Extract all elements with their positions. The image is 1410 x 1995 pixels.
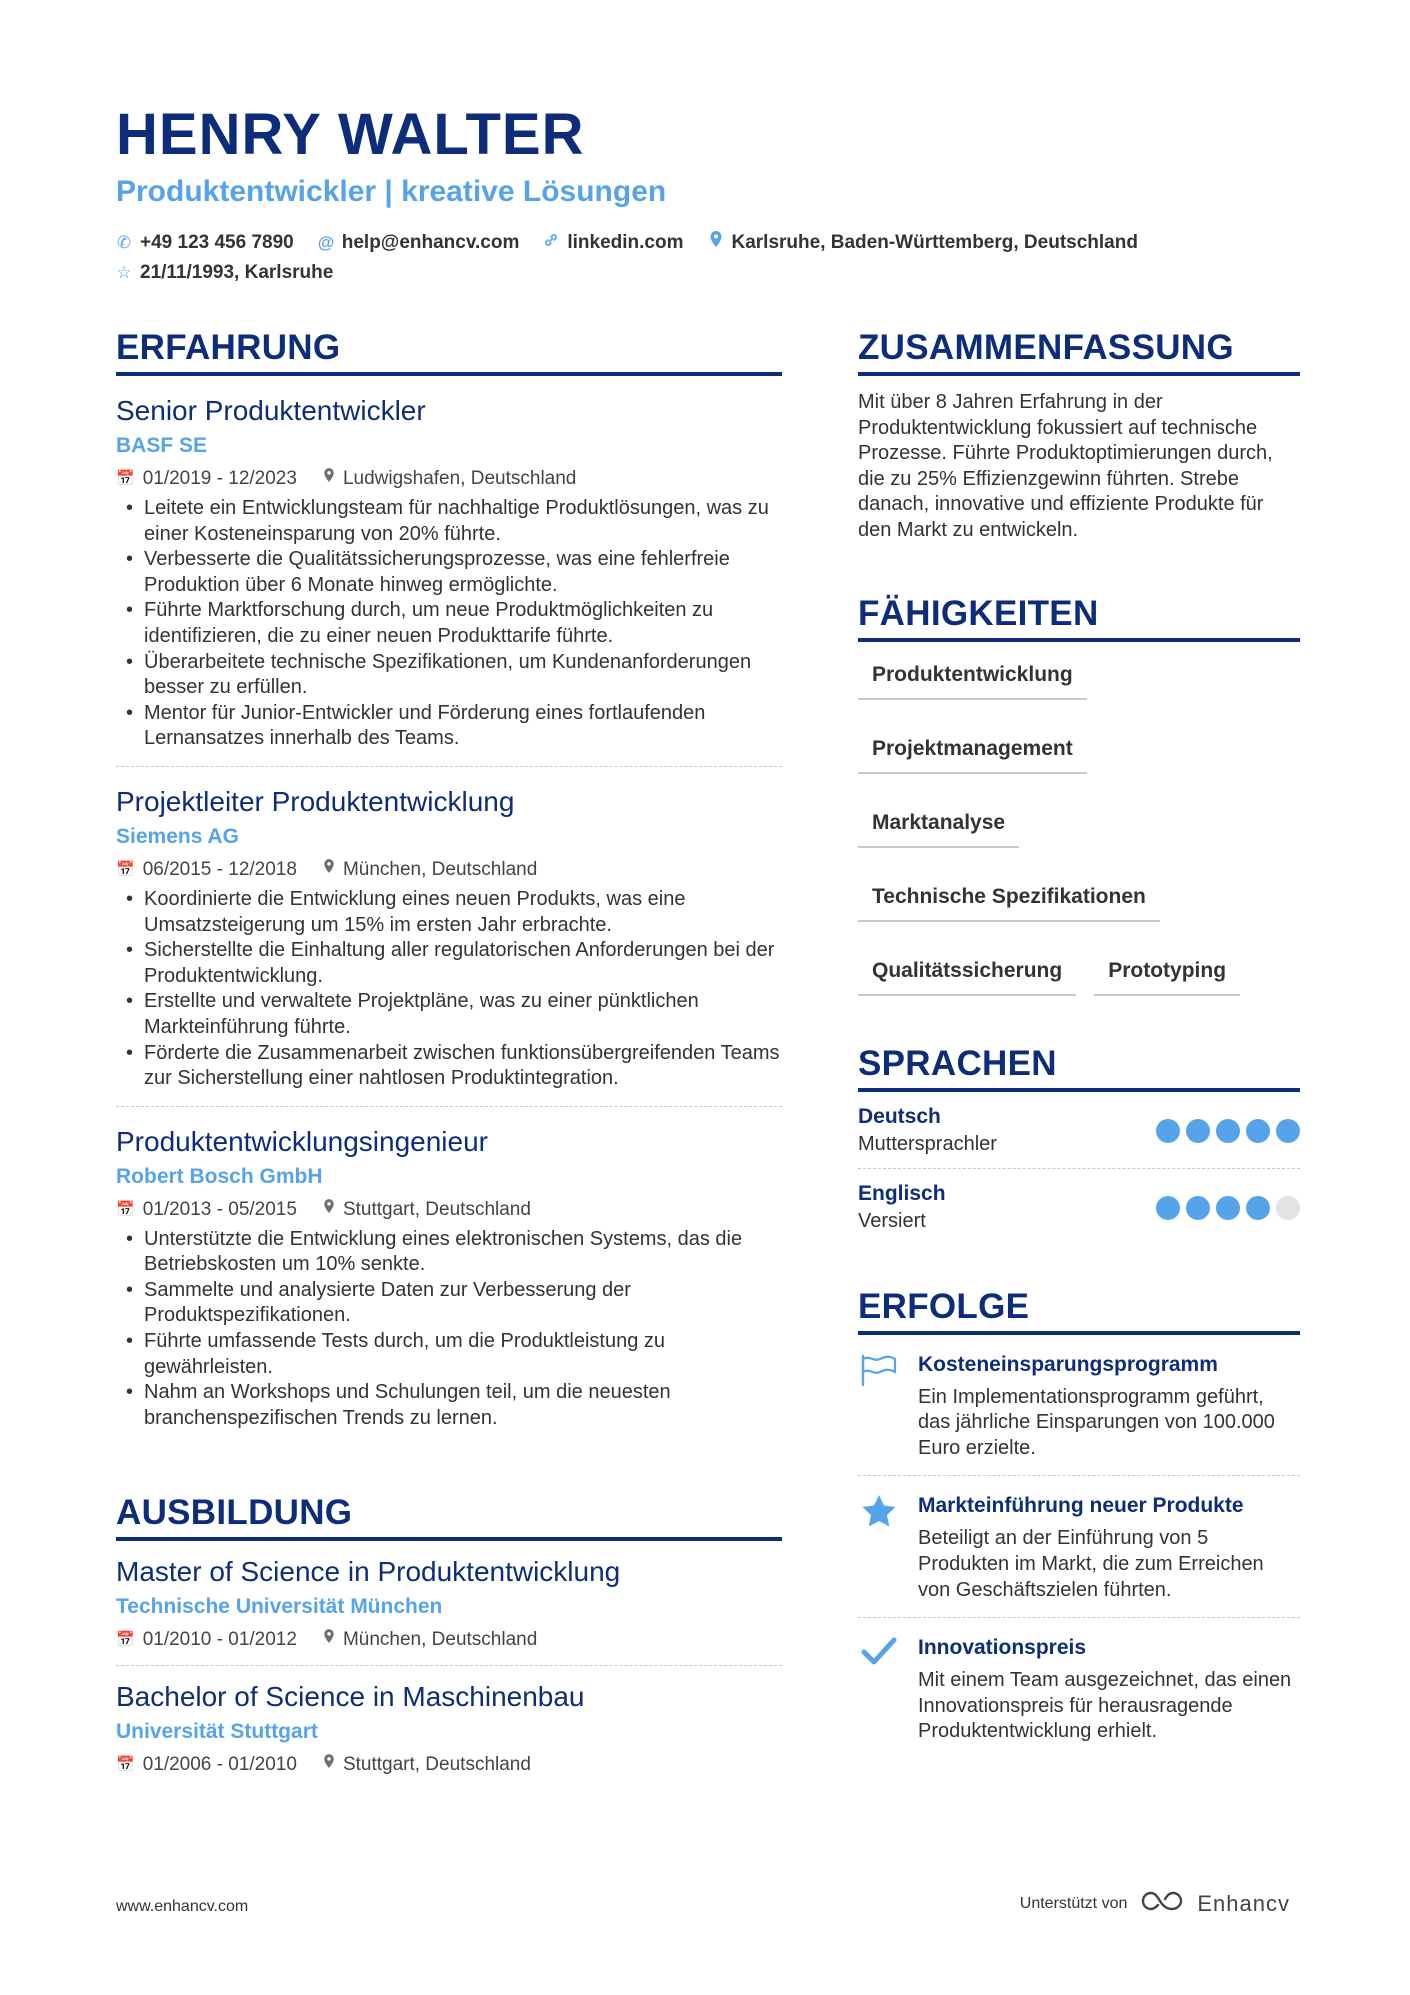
right-column [858,326,1300,1759]
job-company: Siemens AG [116,824,239,848]
candidate-headline: Produktentwickler | kreative Lösungen [116,175,667,208]
experience-entry [116,767,782,1107]
experience-section [116,326,782,1445]
achievement-entry [858,1476,1300,1618]
education-location [323,1750,531,1780]
achievement-entry [858,1335,1300,1477]
education-entry [116,1666,782,1790]
section-title-education: AUSBILDUNG [116,1493,353,1533]
contact-location [708,228,1138,258]
rating-dot-filled [1216,1196,1240,1220]
location-text: München, Deutschland [342,858,538,880]
bullet-item: • Sammelte und analysierte Daten zur Verbesserung der Produktspezifikationen. [116,1278,782,1329]
left-column [116,326,782,1790]
school-name: Universität Stuttgart [116,1720,318,1744]
link-icon [543,228,559,258]
contact-info [116,228,1316,288]
degree-title: Bachelor of Science in Maschinenbau [116,1681,585,1713]
job-bullets [116,1227,782,1432]
enhancv-logo-icon [1139,1888,1185,1919]
experience-entry [116,1107,782,1446]
achievements-section [858,1285,1300,1759]
education-dates [116,1625,297,1655]
language-entry [858,1092,1300,1169]
bullet-item: • Erstellte und verwaltete Projektpläne, was zu einer pünktlichen Markteinführung führte. [116,989,782,1040]
rating-dot-filled [1186,1196,1210,1220]
dates-text: 01/2010 - 01/2012 [142,1629,297,1651]
job-location [323,855,537,885]
section-title-achievements: ERFOLGE [858,1286,1030,1326]
section-title-languages: SPRACHEN [858,1043,1057,1083]
calendar-icon: 📅 [116,1200,135,1218]
experience-entry [116,376,782,767]
job-company: BASF SE [116,434,208,457]
candidate-name: HENRY WALTER [116,102,585,167]
location-pin-icon [323,855,335,885]
job-meta [116,855,782,885]
achievement-description: Ein Implementationsprogramm geführt, das jährliche Einsparungen von 100.000 Euro erzielte. [918,1385,1275,1459]
birth-text: 21/11/1993, Karlsruhe [140,262,334,283]
language-entry [858,1169,1300,1245]
achievement-title: Kosteneinsparungsprogramm [918,1352,1218,1376]
skill-tag: Qualitätssicherung [858,950,1076,996]
at-icon: @ [317,233,335,252]
footer-website[interactable]: www.enhancv.com [116,1898,249,1915]
job-bullets [116,887,782,1092]
languages-section [858,1042,1300,1245]
bullet-item: • Führte Marktforschung durch, um neue Produktmöglichkeiten zu identifizieren, die zu einer neuen Produkttarife führte. [116,598,782,649]
achievement-entry [858,1618,1300,1759]
calendar-icon: 📅 [116,860,135,878]
education-location [323,1625,537,1655]
rating-dot-filled [1156,1196,1180,1220]
achievement-description: Beteiligt an der Einführung von 5 Produkten im Markt, die zum Erreichen von Geschäftszielen führten. [918,1527,1264,1601]
rating-dot-filled [1186,1119,1210,1143]
language-name: Deutsch [858,1104,941,1128]
education-meta [116,1750,782,1780]
email-text: help@enhancv.com [341,232,520,253]
powered-by-text: Unterstützt von [1019,1894,1128,1912]
language-level: Muttersprachler [858,1132,997,1155]
education-dates [116,1750,297,1780]
job-location [323,1195,531,1225]
language-rating [1156,1119,1300,1143]
location-text: Karlsruhe, Baden-Württemberg, Deutschland [731,232,1138,253]
education-section [116,1491,782,1790]
achievement-title: Markteinführung neuer Produkte [918,1494,1244,1518]
education-meta [116,1625,782,1655]
contact-birth [116,258,333,288]
calendar-icon: 📅 [116,470,135,487]
job-dates [116,855,297,885]
rating-dot-filled [1156,1119,1180,1143]
bullet-item: • Leitete ein Entwicklungsteam für nachhaltige Produktlösungen, was zu einer Kosteneinsparung von 20% führte. [116,496,782,547]
bullet-item: • Führte umfassende Tests durch, um die Produktleistung zu gewährleisten. [116,1329,782,1380]
skills-section [858,592,1300,996]
section-title-skills: FÄHIGKEITEN [858,593,1099,633]
location-pin-icon [323,1750,335,1780]
rating-dot-filled [1246,1119,1270,1143]
calendar-icon: 📅 [116,1631,135,1649]
linkedin-text: linkedin.com [567,232,684,253]
skills-list [858,654,1300,996]
location-text: München, Deutschland [342,1629,538,1651]
job-dates [116,464,297,494]
school-name: Technische Universität München [116,1595,443,1619]
achievement-description: Mit einem Team ausgezeichnet, das einen Innovationspreis für herausragende Produktentwicklung erhielt. [918,1669,1292,1743]
dates-text: 01/2019 - 12/2023 [142,468,297,489]
location-pin-icon [323,1195,335,1225]
language-rating [1156,1196,1300,1220]
degree-title: Master of Science in Produktentwicklung [116,1556,621,1588]
summary-text: Mit über 8 Jahren Erfahrung in der Produktentwicklung fokussiert auf technische Prozesse. Führte Produktoptimierungen durch, die zu 25% Effizienzgewinn führten. Strebe danach, innovative und effiziente Produkte für den Markt zu entwickeln. [858,391,1273,541]
bullet-item: • Überarbeitete technische Spezifikationen, um Kundenanforderungen besser zu erfüllen. [116,650,782,701]
bullet-item: • Mentor für Junior-Entwickler und Förderung eines fortlaufenden Lernansatzes innerhalb des Teams. [116,701,782,752]
bullet-item: • Verbesserte die Qualitätssicherungsprozesse, was eine fehlerfreie Produktion über 6 Monate hinweg ermöglichte. [116,547,782,598]
dates-text: 06/2015 - 12/2018 [142,858,297,880]
language-name: Englisch [858,1181,946,1205]
bullet-item: • Förderte die Zusammenarbeit zwischen funktionsübergreifenden Teams zur Sicherstellung einer nahtlosen Produktintegration. [116,1041,782,1092]
summary-section [858,326,1300,544]
job-title: Senior Produktentwickler [116,395,426,426]
bullet-item: • Koordinierte die Entwicklung eines neuen Produkts, was eine Umsatzsteigerung um 15% im ersten Jahr erbrachte. [116,887,782,938]
dates-text: 01/2013 - 05/2015 [142,1198,297,1220]
bullet-item: • Unterstützte die Entwicklung eines elektronischen Systems, das die Betriebskosten um 10% senkte. [116,1227,782,1278]
skill-tag: Projektmanagement [858,728,1087,774]
phone-icon: ✆ [116,233,132,252]
skill-tag: Produktentwicklung [858,654,1087,700]
rating-dot-filled [1246,1196,1270,1220]
rating-dot-empty [1276,1196,1300,1220]
job-title: Projektleiter Produktentwicklung [116,785,515,817]
job-location [323,464,576,494]
job-company: Robert Bosch GmbH [116,1164,323,1188]
flag-icon [858,1351,900,1462]
section-title-experience: ERFAHRUNG [116,328,341,367]
skill-tag: Technische Spezifikationen [858,876,1160,922]
skill-tag: Marktanalyse [858,802,1019,848]
job-meta [116,1195,782,1225]
section-divider [858,372,1300,376]
achievement-title: Innovationspreis [918,1636,1087,1660]
rating-dot-filled [1216,1119,1240,1143]
footer-branding [1020,1888,1290,1919]
contact-linkedin[interactable] [543,228,683,258]
location-pin-icon [708,228,724,258]
job-bullets [116,496,782,752]
language-level: Versiert [858,1209,926,1232]
location-pin-icon [323,464,335,494]
job-dates [116,1195,297,1225]
skill-tag: Prototyping [1094,950,1240,996]
contact-email[interactable] [318,228,520,258]
dates-text: 01/2006 - 01/2010 [142,1754,297,1776]
location-pin-icon [323,1625,335,1655]
section-title-summary: ZUSAMMENFASSUNG [858,328,1234,367]
section-divider [858,638,1300,642]
star-outline-icon: ☆ [116,263,132,282]
bullet-item: • Nahm an Workshops und Schulungen teil, um die neuesten branchenspezifischen Trends zu lernen. [116,1380,782,1431]
phone-text: +49 123 456 7890 [140,232,294,253]
rating-dot-filled [1276,1119,1300,1143]
location-text: Stuttgart, Deutschland [342,1198,531,1220]
bullet-item: • Sicherstellte die Einhaltung aller regulatorischen Anforderungen bei der Produktentwicklung. [116,938,782,989]
brand-name: Enhancv [1197,1890,1290,1916]
location-text: Ludwigshafen, Deutschland [342,468,577,489]
contact-phone[interactable] [116,228,294,258]
calendar-icon: 📅 [116,1756,135,1774]
checkmark-icon [858,1634,900,1745]
education-entry [116,1541,782,1666]
location-text: Stuttgart, Deutschland [342,1754,531,1776]
job-meta [116,464,782,494]
job-title: Produktentwicklungsingenieur [116,1125,488,1157]
star-icon [858,1492,900,1603]
